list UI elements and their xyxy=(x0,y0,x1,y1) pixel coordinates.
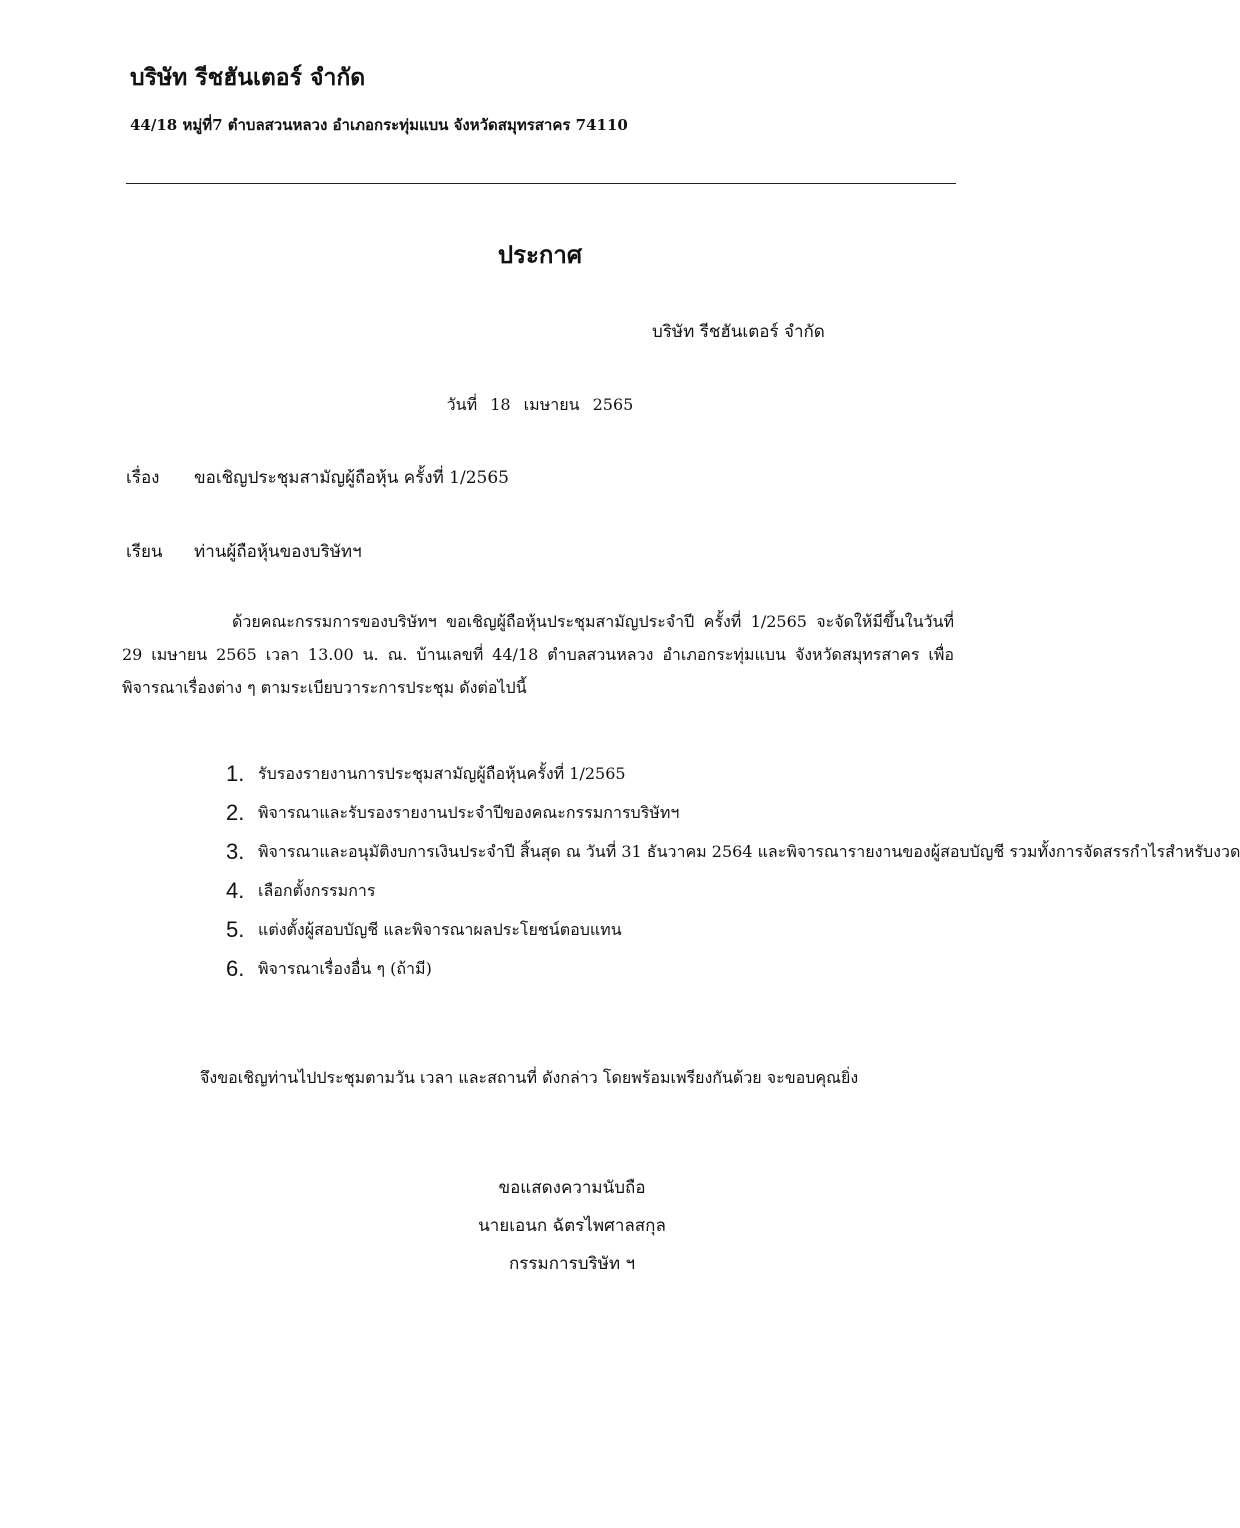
agenda-text: พิจารณาเรื่องอื่น ๆ (ถ้ามี) xyxy=(258,959,432,978)
agenda-item xyxy=(226,797,956,829)
agenda-number: 3. xyxy=(226,839,245,864)
subject-text: ขอเชิญประชุมสามัญผู้ถือหุ้น ครั้งที่ 1/2565 xyxy=(194,468,509,488)
agenda-text: พิจารณาและรับรองรายงานประจำปีของคณะกรรมการบริษัทฯ xyxy=(258,803,680,822)
agenda-number: 2. xyxy=(226,800,245,825)
agenda-number: 1. xyxy=(226,761,245,786)
company-address: 44/18 หมู่ที่7 ตำบลสวนหลวง อำเภอกระทุ่มแบน จังหวัดสมุทรสาคร 74110 xyxy=(130,116,628,134)
agenda-number: 6. xyxy=(226,956,245,981)
agenda-text: เลือกตั้งกรรมการ xyxy=(258,881,376,900)
closing-sentence: จึงขอเชิญท่านไปประชุมตามวัน เวลา และสถานที่ ดังกล่าว โดยพร้อมเพรียงกันด้วย จะขอบคุณยิ่ง xyxy=(200,1068,859,1087)
recipient-label: เรียน xyxy=(126,542,163,562)
agenda-text: แต่งตั้งผู้สอบบัญชี และพิจารณาผลประโยชน์ตอบแทน xyxy=(258,920,622,939)
issuer-name: บริษัท รีชฮันเตอร์ จำกัด xyxy=(652,322,825,342)
signature-name: นายเอนก ฉัตรไพศาลสกุล xyxy=(478,1216,666,1236)
agenda-list xyxy=(226,758,1240,992)
agenda-item xyxy=(226,953,956,985)
date-month: เมษายน xyxy=(523,395,580,414)
signature-regards: ขอแสดงความนับถือ xyxy=(498,1178,646,1198)
agenda-item xyxy=(226,875,956,907)
subject-label: เรื่อง xyxy=(126,468,160,488)
document-title: ประกาศ xyxy=(497,240,583,269)
date-year: 2565 xyxy=(592,395,634,414)
agenda-number: 4. xyxy=(226,878,245,903)
recipient-text: ท่านผู้ถือหุ้นของบริษัทฯ xyxy=(194,542,362,562)
agenda-text: พิจารณาและอนุมัติงบการเงินประจำปี สิ้นสุด ณ วันที่ 31 ธันวาคม 2564 และพิจารณารายงานของผู้สอบบัญชี รวมทั้งการจัดสรรกำไรสำหรับงวด xyxy=(258,842,1240,861)
agenda-item xyxy=(226,758,956,790)
company-name: บริษัท รีชฮันเตอร์ จำกัด xyxy=(130,64,366,91)
date-day: 18 xyxy=(490,395,511,414)
agenda-number: 5. xyxy=(226,917,245,942)
agenda-item xyxy=(226,836,1240,868)
document-date xyxy=(0,393,1080,418)
body-paragraph: ด้วยคณะกรรมการของบริษัทฯ ขอเชิญผู้ถือหุ้นประชุมสามัญประจำปี ครั้งที่ 1/2565 จะจัดให้มีขึ้นในวันที่ 29 เมษายน 2565 เวลา 13.00 น. ณ. บ้านเลขที่ 44/18 ตำบลสวนหลวง อำเภอกระทุ่มแบน จังหวัดสมุทรสาคร เพื่อพิจารณาเรื่องต่าง ๆ ตามระเบียบวาระการประชุม ดังต่อไปนี้ xyxy=(122,612,954,697)
agenda-text: รับรองรายงานการประชุมสามัญผู้ถือหุ้นครั้งที่ 1/2565 xyxy=(258,764,626,783)
header-divider xyxy=(126,183,956,184)
date-prefix: วันที่ xyxy=(446,395,478,414)
agenda-item xyxy=(226,914,956,946)
signature-position: กรรมการบริษัท ฯ xyxy=(508,1254,635,1274)
